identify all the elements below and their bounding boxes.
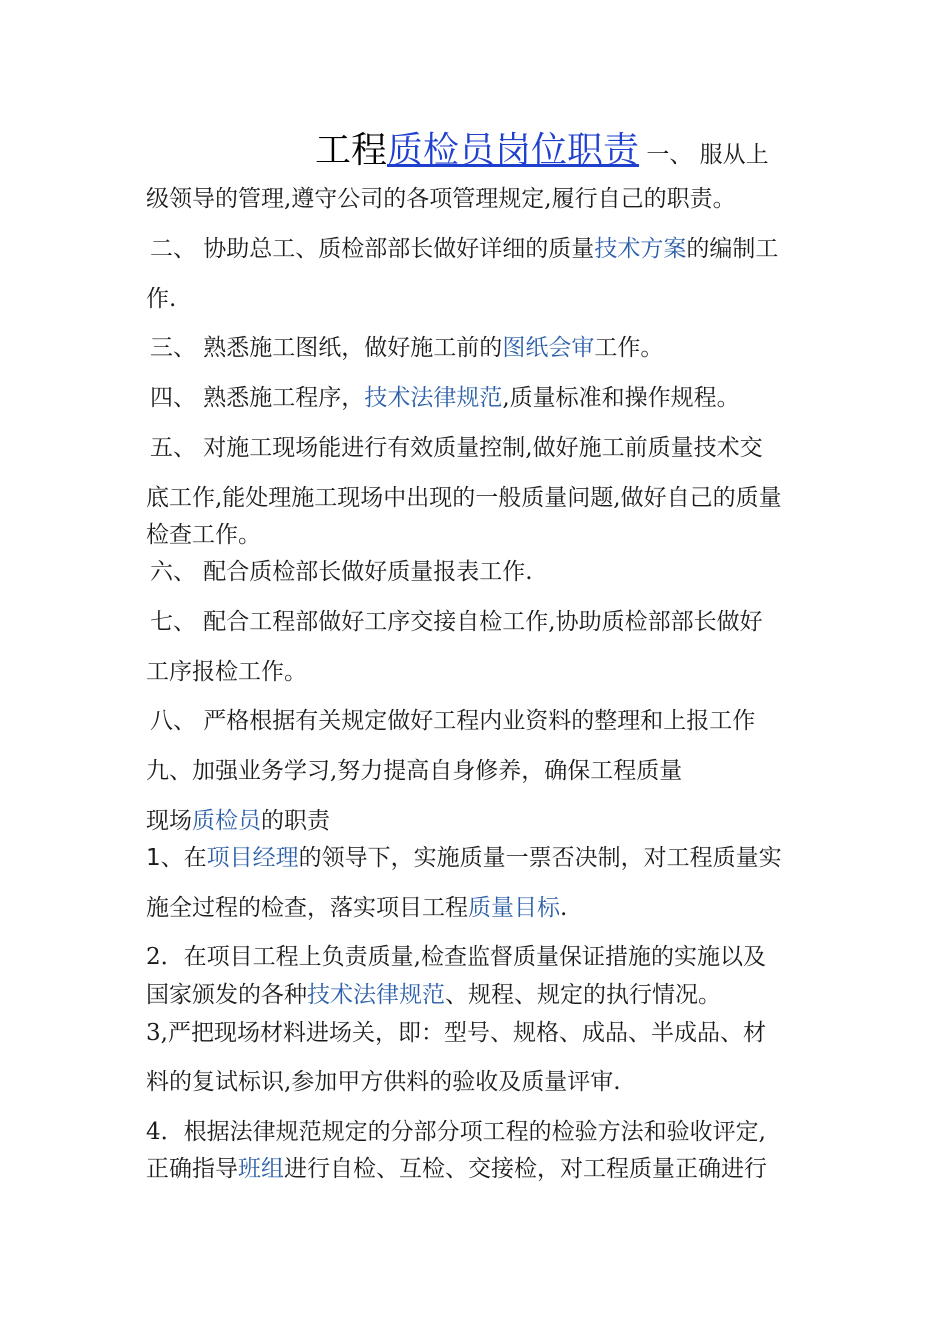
title-after: 一、 服从上 <box>639 142 769 168</box>
text-line-13: 九、加强业务学习,努力提高自身修养，确保工程质量 <box>146 758 683 784</box>
text-span: 现场 <box>146 808 192 834</box>
text-line-11: 工序报检工作。 <box>146 659 307 685</box>
text-line-7: 底工作,能处理施工现场中出现的一般质量问题,做好自己的质量 <box>146 485 782 511</box>
text-span: 国家颁发的各种 <box>146 982 307 1008</box>
title-link[interactable]: 质检员岗位职责 <box>387 130 640 171</box>
text-span: ,质量标准和操作规程。 <box>502 385 740 411</box>
link-drawing-review[interactable]: 图纸会审 <box>502 335 595 361</box>
link-project-manager[interactable]: 项目经理 <box>206 845 299 871</box>
link-team-group[interactable]: 班组 <box>238 1156 284 1182</box>
document-title <box>315 128 769 178</box>
text-span: 施全过程的检查，落实项目工程 <box>146 895 468 921</box>
text-line-15 <box>146 843 782 873</box>
text-line-19: 3,严把现场材料进场关，即：型号、规格、成品、半成品、材 <box>146 1020 766 1046</box>
link-tech-plan[interactable]: 技术方案 <box>594 236 687 262</box>
text-line-12: 八、 严格根据有关规定做好工程内业资料的整理和上报工作 <box>150 708 756 734</box>
text-span: 1、在 <box>146 845 207 871</box>
title-main: 工程 <box>315 130 388 171</box>
link-tech-regulations[interactable]: 技术法律规范 <box>364 385 503 411</box>
text-line-6: 五、 对施工现场能进行有效质量控制,做好施工前质量技术交 <box>150 435 763 461</box>
text-span: 的领导下，实施质量一票否决制，对工程质量实 <box>298 845 782 871</box>
text-span: 的职责 <box>261 808 330 834</box>
text-span: 二、 协助总工、质检部部长做好详细的质量 <box>150 236 595 262</box>
text-span: 正确指导 <box>146 1156 238 1182</box>
text-line-2 <box>150 234 778 264</box>
text-line-14 <box>146 806 330 836</box>
text-span: 的编制工 <box>686 236 779 262</box>
link-quality-target[interactable]: 质量目标 <box>468 895 560 921</box>
text-line-5 <box>150 383 740 413</box>
text-line-1: 级领导的管理,遵守公司的各项管理规定,履行自己的职责。 <box>146 186 736 212</box>
text-line-8: 检查工作。 <box>146 522 261 548</box>
text-span: 工作。 <box>594 335 664 361</box>
text-line-20: 料的复试标识,参加甲方供料的验收及质量评审. <box>146 1069 621 1095</box>
text-line-4 <box>150 333 663 363</box>
text-line-16 <box>146 893 567 923</box>
text-line-10: 七、 配合工程部做好工序交接自检工作,协助质检部部长做好 <box>150 609 763 635</box>
text-line-17: 2．在项目工程上负责质量,检查监督质量保证措施的实施以及 <box>146 944 766 970</box>
link-tech-regulations-2[interactable]: 技术法律规范 <box>307 982 445 1008</box>
text-line-21: 4．根据法律规范规定的分部分项工程的检验方法和验收评定, <box>146 1119 766 1145</box>
text-line-22 <box>146 1154 767 1184</box>
text-span: 进行自检、互检、交接检，对工程质量正确进行 <box>284 1156 767 1182</box>
text-span: 四、 熟悉施工程序， <box>150 385 365 411</box>
text-span: 、规程、规定的执行情况。 <box>445 982 721 1008</box>
text-line-18 <box>146 980 721 1010</box>
text-span: 三、 熟悉施工图纸，做好施工前的 <box>150 335 503 361</box>
link-quality-inspector[interactable]: 质检员 <box>192 808 261 834</box>
text-line-9: 六、 配合质检部长做好质量报表工作. <box>150 559 533 585</box>
text-line-3: 作. <box>146 286 177 312</box>
text-span: . <box>560 895 568 921</box>
